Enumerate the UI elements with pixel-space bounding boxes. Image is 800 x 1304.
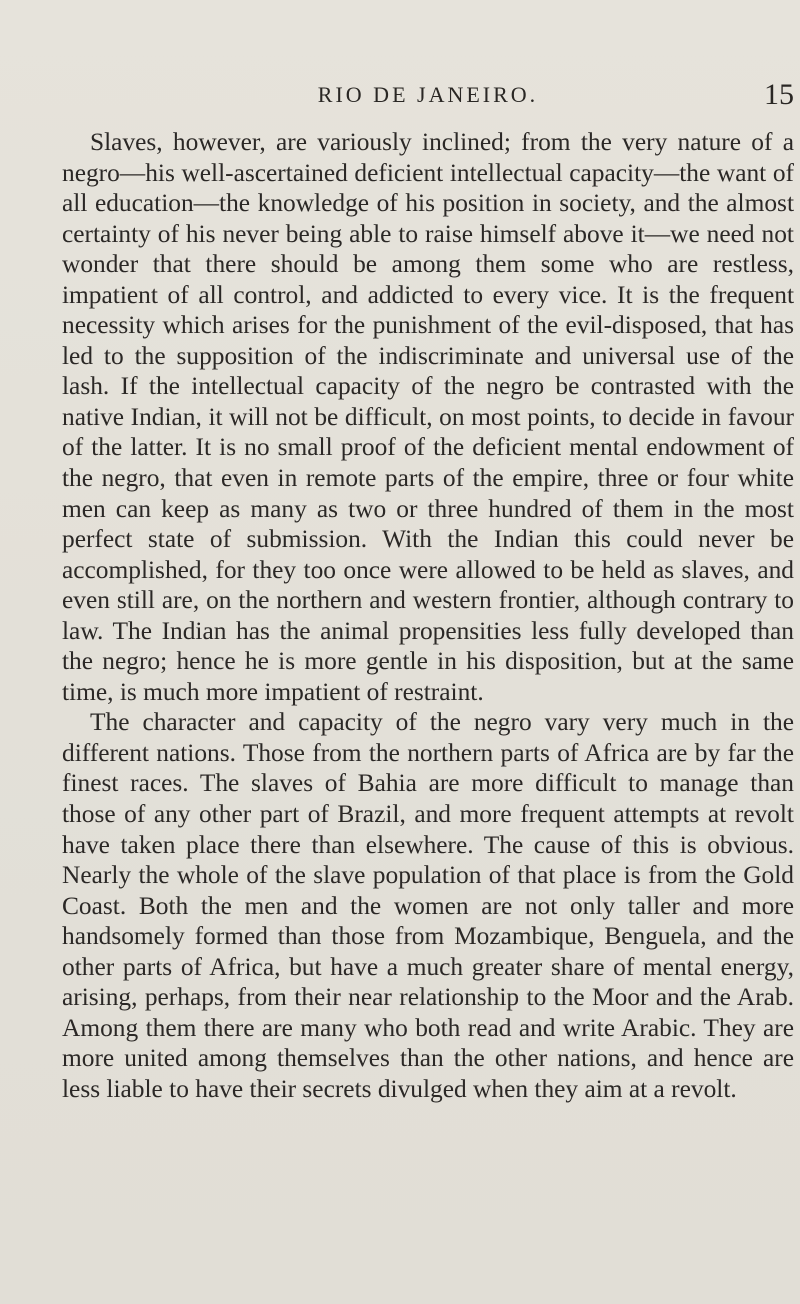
page-number: 15 — [764, 78, 794, 111]
paragraph: Slaves, however, are variously inclined; from the very nature of a negro—his well-ascertained deficient intellectual capacity—the want of all education—the knowledge of his position in society, and the almost certainty of his never being able to raise himself above it—we need not wonder that there should be among them some who are restless, impatient of all control, and addicted to every vice. It is the frequent necessity which arises for the punishment of the evil-disposed, that has led to the supposition of the indiscriminate and universal use of the lash. If the intellectual capacity of the negro be contrasted with the native Indian, it will not be difficult, on most points, to decide in favour of the latter. It is no small proof of the deficient mental endowment of the negro, that even in remote parts of the empire, three or four white men can keep as many as two or three hundred of them in the most perfect state of submission. With the Indian this could never be accomplished, for they too once were allowed to be held as slaves, and even still are, on the northern and western frontier, although contrary to law. The Indian has the animal propensities less fully developed than the negro; hence he is more gentle in his disposition, but at the same time, is much more impatient of restraint. — [62, 128, 794, 706]
running-head — [62, 80, 794, 114]
body-text — [62, 127, 794, 1105]
running-title: RIO DE JANEIRO. — [317, 82, 539, 107]
paragraph: The character and capacity of the negro vary very much in the different nations. Those from the northern parts of Africa are by far the finest races. The slaves of Bahia are more difficult to manage than those of any other part of Brazil, and more frequent attempts at revolt have taken place there than elsewhere. The cause of this is obvious. Nearly the whole of the slave population of that place is from the Gold Coast. Both the men and the women are not only taller and more handsomely formed than those from Mozambique, Benguela, and the other parts of Africa, but have a much greater share of mental energy, arising, perhaps, from their near relationship to the Moor and the Arab. Among them there are many who both read and write Arabic. They are more united among themselves than the other nations, and hence are less liable to have their secrets divulged when they aim at a revolt. — [62, 708, 794, 1103]
